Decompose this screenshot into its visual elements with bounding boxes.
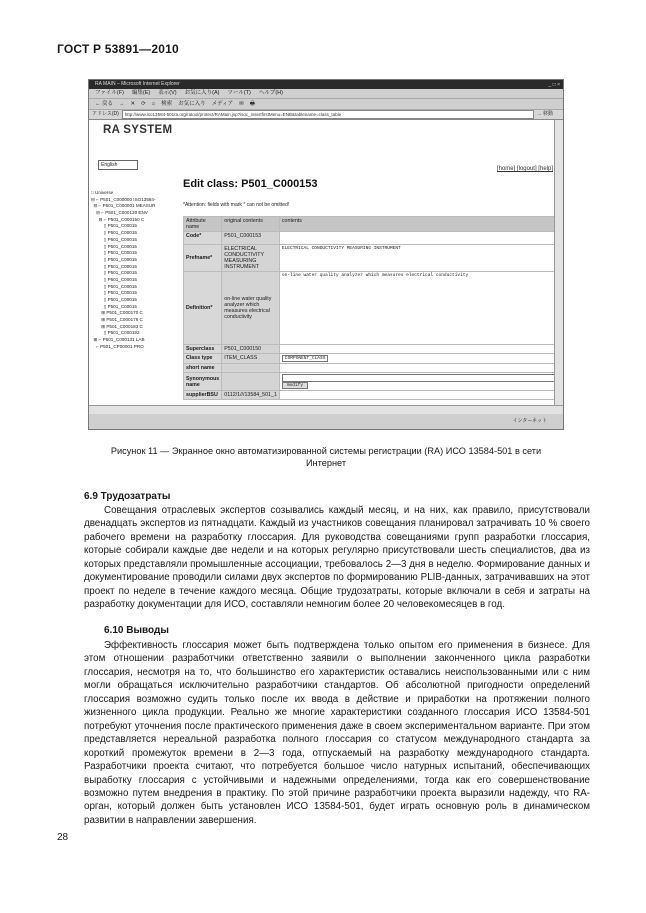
attention-note: *Attention: fields with mark * can not be omitted! [183,202,290,208]
address-bar [89,110,563,120]
toolbar-button[interactable]: 検索 [161,101,173,107]
go-button[interactable]: → 移動 [536,111,553,117]
tree-node[interactable]: ▯ P501_C000192 [91,330,140,336]
attr-contents-field[interactable] [279,364,564,373]
tree-node[interactable]: ▯ P501_C00015 [91,276,137,282]
menu-item[interactable]: お気に入り(A) [184,90,220,96]
attr-name: Class type [184,354,222,364]
tree-node[interactable]: ⊟ ⌐ P501_C000130 ENV [91,210,148,216]
page-number: 28 [57,832,69,843]
app-title: RA SYSTEM [103,124,173,136]
menu-item[interactable]: ファイル(F) [95,90,124,96]
section-text-6-9 [84,504,590,612]
toolbar-button[interactable]: お気に入り [178,101,206,107]
attr-original: ELECTRICAL CONDUCTIVITY MEASURING INSTRUMENT [222,245,280,272]
toolbar-button[interactable]: ✉ [239,101,244,107]
section-title-6-10: 6.10 Выводы [104,625,169,636]
attr-name: Definition* [184,272,222,345]
attr-contents-field[interactable]: on-line water quality analyzer which measures electrical conductivity [279,272,564,345]
tree-node[interactable]: □ Universe [91,190,114,195]
attr-name: short name [184,364,222,373]
table-row [184,232,565,245]
table-row [184,373,565,391]
tree-node[interactable]: ▯ P501_C00015 [91,236,137,242]
window-titlebar [89,80,563,89]
tree-node[interactable]: ⊞ P501_C000176 C [91,317,143,323]
paragraph: Эффективность глоссария может быть подтверждена только опытом его применения в бизнесе. Для этом отношении разработчики ответственно заявили о выполнении законченного цикла разработки глоссария, несмотря на то, что большинство его характеристик оставались неиспользованными или с ним могли обращаться исключительно разработчики стандартов. Об абсолютной пригодности определений глоссария возможно судить только после их ввода в действие и приработки на протяжении полного жизненного цикла продукции. Реально же многие характеристики созданного глоссария ИСО 13584-501 потребуют уточнения после практического применения даже в своем экспериментальном варианте. При этом представляется нереальной разработка полного глоссария со статусом международного стандарта за короткий промежуток времени в 2—3 года, отпускаемый на разработку международного стандарта. Разработчики проекта считают, что потребуется большое число натурных испытаний, обеспечивающих выработку глоссария с устойчивыми и надежными определениями, тогда как его совершенствование возможно путем внедрения в практику. По этой причине разработчики проекта выразили надежду, что RA-орган, который должен быть установлен ИСО 13584-501, будет играть основную роль в динамическом развитии в направлении завершения. [84,640,590,826]
attr-original: 0112/1///13584_501_1 [222,391,280,400]
menu-item[interactable]: 表示(V) [158,90,177,96]
attr-name: Synonymous name [184,373,222,391]
top-links[interactable]: [home] [logout] [help] [496,166,553,172]
tree-node[interactable]: ▯ P501_C00015 [91,256,137,262]
tree-node[interactable]: ⊞ ⌐ P501_C000131 LAB [91,337,145,343]
tree-node[interactable]: ▯ P501_C00015 [91,250,137,256]
window-controls[interactable]: _ □ × [548,82,560,88]
menu-bar [89,89,563,99]
modify-button[interactable]: modify [282,382,308,389]
tree-node[interactable]: ⊟ ⌐ P501_C000000 ISO13584- [91,196,156,202]
section-title-6-9: 6.9 Трудозатраты [84,491,171,502]
table-row [184,364,565,373]
tree-node[interactable]: ▯ P501_C00015 [91,283,137,289]
menu-item[interactable]: ツール(T) [227,90,251,96]
address-input[interactable]: http://www.iso13584-501ra.org/ratool/protect/RAMain.jsp?isoc_insertfirstMenu=ENB&tablename=class_table [122,110,534,119]
figure-caption: Рисунок 11 — Экранное окно автоматизированной системы регистрации (RA) ИСО 13584-501 в сети Интернет [110,446,542,468]
tree-node[interactable]: ▯ P501_C00015 [91,263,137,269]
toolbar-button[interactable]: メディア [211,101,234,107]
web-page [89,120,555,405]
col-header-attribute: Attribute name [184,217,222,232]
attribute-table [183,216,564,400]
language-select[interactable]: English [98,160,138,170]
edit-title: Edit class: P501_C000153 [183,178,318,190]
paragraph: Совещания отраслевых экспертов созывались каждый месяц, и на них, как правило, присутствовали двенадцать экспертов из пятнадцати. Каждый из участников совещания планировал затрачивать 10 % своего рабочего времени на разработку глоссария. Для руководства совещаниями групп разработки глоссария, которые собирали каждые две недели и на которых регулярно присутствовали шесть специалистов, два из которых представляли промышленные ассоциации, требовалось 2—3 дня в неделю. Формирование данных и документирование проводили силами двух экспертов по формированию PLIB-данных, затрачивавших на этот проект по неделе в течение каждого месяца. Общие трудозатраты, которые включали в себя и затраты на разработку документации для ИСО, составляли немногим более 20 человекомесяцев в год. [84,505,590,611]
attr-original: on-line water quality analyzer which measures electrical conductivity [222,272,280,345]
table-row [184,391,565,400]
col-header-original: original contents [222,217,280,232]
attr-name: Code* [184,232,222,245]
vertical-scrollbar[interactable] [554,120,563,405]
table-row [184,345,565,354]
horizontal-scrollbar[interactable] [89,405,563,414]
attr-original [222,373,280,391]
attr-original: P501_C000150 [222,345,280,354]
attr-contents-field[interactable] [279,391,564,400]
attr-name: supplierBSU [184,391,222,400]
document-header: ГОСТ Р 53891—2010 [57,42,179,56]
attr-original: ITEM_CLASS [222,354,280,364]
tree-node[interactable]: ⊞ P501_C000183 C [91,323,143,329]
toolbar-button[interactable]: ✕ [130,101,136,107]
toolbar-button[interactable]: → [119,101,125,107]
attr-name: Superclass [184,345,222,354]
menu-item[interactable]: ヘルプ(H) [258,90,284,96]
tree-node[interactable]: ▯ P501_C00015 [91,290,137,296]
tree-node[interactable]: ▯ P501_C00015 [91,297,137,302]
table-row [184,354,565,364]
menu-item[interactable]: 編集(E) [131,90,151,96]
tree-node[interactable]: ⊟ ⌐ P501_C000150 C [91,216,145,222]
synonym-input[interactable] [282,374,564,382]
class-type-select[interactable]: COMPONENT_CLASS [282,355,329,362]
toolbar-button[interactable]: ⟳ [141,101,146,107]
status-zone: インターネット [512,418,547,424]
toolbar-button[interactable]: ⌂ [151,101,156,107]
window-title: RA MAIN – Microsoft Internet Explorer [95,81,180,87]
tree-node[interactable]: ▯ P501_C00015 [91,243,137,249]
attr-name: Prefname* [184,245,222,272]
col-header-contents: contents [279,217,564,232]
section-text-6-10 [84,639,590,827]
table-row [184,245,565,272]
attr-original [222,364,280,373]
toolbar-button[interactable]: ← 戻る [95,101,114,107]
edit-class-panel [183,176,551,404]
address-label: アドレス(D) [92,111,119,117]
status-bar [89,414,563,429]
class-tree [91,190,183,351]
attr-original: P501_C000153 [222,232,280,245]
attr-contents-field[interactable] [279,345,564,354]
tree-node[interactable]: ▯ P501_C00015 [91,230,137,236]
attr-contents-field[interactable] [279,232,564,245]
toolbar-button[interactable]: 🖶 [249,101,255,107]
attr-contents-field[interactable]: ELECTRICAL CONDUCTIVITY MEASURING INSTRUMENT [279,245,564,272]
tree-node[interactable]: ▯ P501_C00015 [91,303,137,309]
browser-screenshot [88,79,564,430]
tree-node[interactable]: ▯ P501_C00015 [91,223,137,229]
table-row [184,272,565,345]
tree-node[interactable]: ⌐ P501_CP00001 PRO [91,343,144,349]
tree-node[interactable]: ⊞ P501_C000170 C [91,310,143,316]
toolbar [89,99,563,110]
tree-node[interactable]: ▯ P501_C00015 [91,270,137,276]
tree-node[interactable]: ⊟ ⌐ P501_C000001 MEASUR [91,203,156,209]
